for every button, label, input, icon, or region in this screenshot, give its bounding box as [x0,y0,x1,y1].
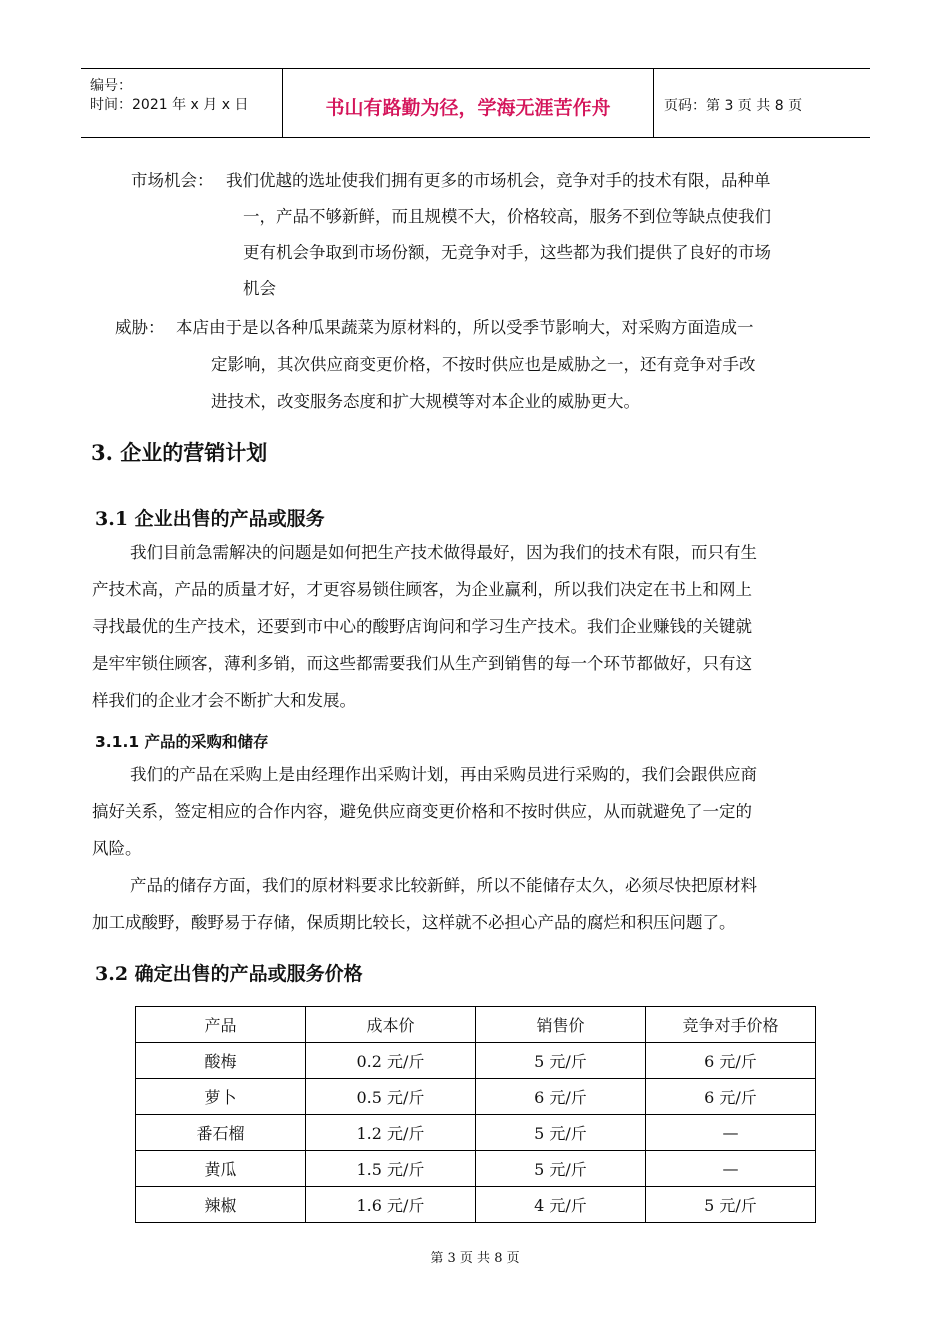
threat-line: 本店由于是以各种瓜果蔬菜为原材料的，所以受季节影响大，对采购方面造成一 [176,318,754,337]
body-line: 搞好关系，签定相应的合作内容，避免供应商变更价格和不按时供应，从而就避免了一定的 [92,802,752,821]
table-cell: 5 元/斤 [645,1187,815,1223]
table-row [136,1079,816,1115]
price-table [135,1006,816,1223]
body-line: 产技术高，产品的质量才好，才更容易锁住顾客，为企业赢利，所以我们决定在书上和网上 [92,580,752,599]
table-cell: 番石榴 [136,1115,306,1151]
body-line: 加工成酸野，酸野易于存储，保质期比较长，这样就不必担心产品的腐烂和积压问题了。 [92,913,736,932]
table-row [136,1151,816,1187]
table-cell: 1.6 元/斤 [305,1187,475,1223]
table-cell: — [645,1151,815,1187]
table-header-cell: 成本价 [305,1007,475,1043]
table-cell: 萝卜 [136,1079,306,1115]
document-number-label: 编号： [90,78,132,94]
header-page-code: 页码：第 3 页 共 8 页 [664,98,803,114]
table-cell: 1.5 元/斤 [305,1151,475,1187]
opportunity-line: 更有机会争取到市场份额，无竞争对手，这些都为我们提供了良好的市场 [243,243,771,262]
body-line: 是牢牢锁住顾客，薄利多销，而这些都需要我们从生产到销售的每一个环节都做好，只有这 [92,654,752,673]
opportunity-line: 机会 [243,279,276,298]
table-cell: 6 元/斤 [645,1043,815,1079]
table-cell: 4 元/斤 [475,1187,645,1223]
table-cell: 5 元/斤 [475,1115,645,1151]
body-line: 我们的产品在采购上是由经理作出采购计划，再由采购员进行采购的，我们会跟供应商 [130,765,757,784]
table-cell: 5 元/斤 [475,1043,645,1079]
body-line: 寻找最优的生产技术，还要到市中心的酸野店询问和学习生产技术。我们企业赚钱的关键就 [92,617,752,636]
table-cell: 黄瓜 [136,1151,306,1187]
table-header-cell: 产品 [136,1007,306,1043]
table-header-cell: 销售价 [475,1007,645,1043]
opportunity-line: 一，产品不够新鲜，而且规模不大，价格较高，服务不到位等缺点使我们 [243,207,771,226]
table-cell: 6 元/斤 [645,1079,815,1115]
opportunity-line: 我们优越的选址使我们拥有更多的市场机会，竞争对手的技术有限，品种单 [226,171,771,190]
threat-line: 定影响，其次供应商变更价格，不按时供应也是威胁之一，还有竞争对手改 [211,355,756,374]
header-meta-cell [81,69,283,137]
body-line: 风险。 [92,839,142,858]
table-row [136,1115,816,1151]
table-cell: 1.2 元/斤 [305,1115,475,1151]
document-date-label: 时间：2021 年 x 月 x 日 [90,97,249,113]
header-motto: 书山有路勤为径，学海无涯苦作舟 [325,97,611,119]
table-cell: 辣椒 [136,1187,306,1223]
table-cell: 酸梅 [136,1043,306,1079]
table-row [136,1043,816,1079]
table-cell: 0.2 元/斤 [305,1043,475,1079]
table-header-cell: 竞争对手价格 [645,1007,815,1043]
threat-line: 进技术，改变服务态度和扩大规模等对本企业的威胁更大。 [211,392,640,411]
table-cell: 5 元/斤 [475,1151,645,1187]
body-line: 我们目前急需解决的问题是如何把生产技术做得最好，因为我们的技术有限，而只有生 [130,543,757,562]
table-header-row [136,1007,816,1043]
table-cell: 0.5 元/斤 [305,1079,475,1115]
page-header [81,68,870,138]
section-heading: 3. 企业的营销计划 [91,440,268,465]
table-row [136,1187,816,1223]
subsubsection-heading: 3.1.1 产品的采购和储存 [95,733,269,751]
page-footer: 第 3 页 共 8 页 [430,1251,520,1266]
threat-title: 威胁： [115,318,165,337]
subsection-heading: 3.2 确定出售的产品或服务价格 [95,963,363,985]
subsection-heading: 3.1 企业出售的产品或服务 [95,508,325,530]
body-line: 样我们的企业才会不断扩大和发展。 [92,691,356,710]
opportunity-title: 市场机会： [131,171,214,190]
table-cell: 6 元/斤 [475,1079,645,1115]
header-motto-cell [283,69,654,137]
table-cell: — [645,1115,815,1151]
body-line: 产品的储存方面，我们的原材料要求比较新鲜，所以不能储存太久，必须尽快把原材料 [130,876,757,895]
header-page-cell [654,69,870,137]
